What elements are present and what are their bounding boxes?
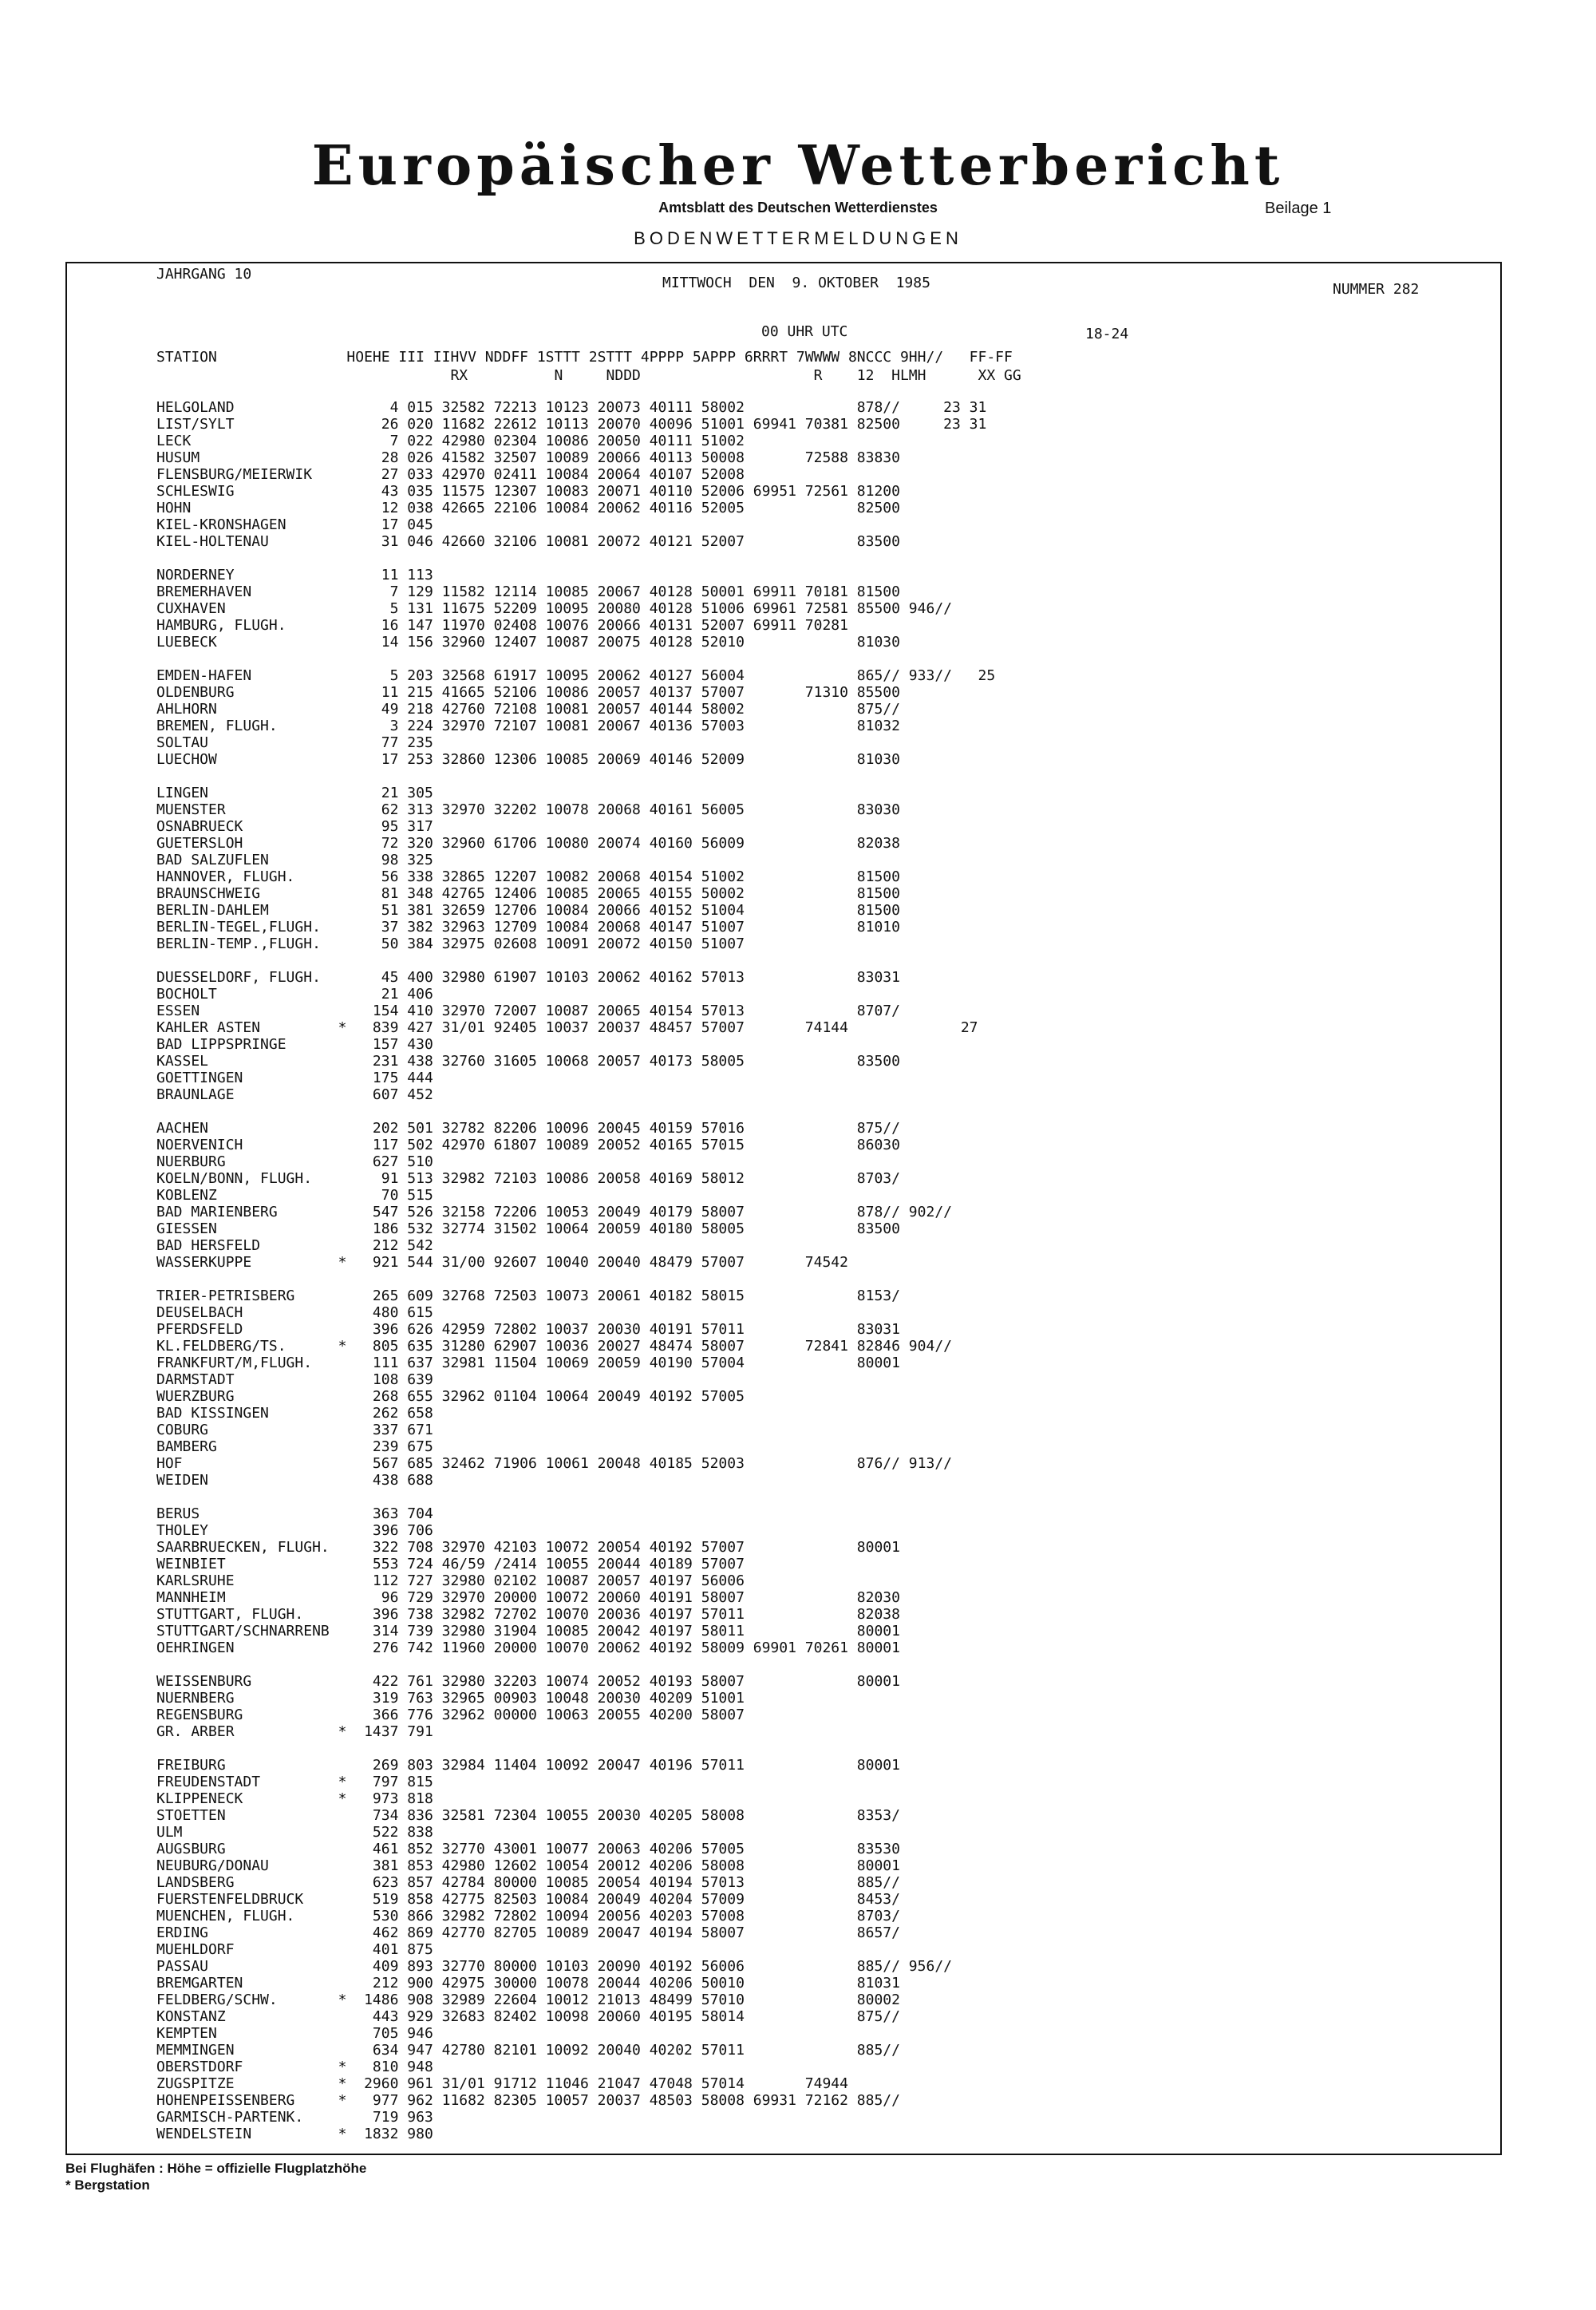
station-row: HANNOVER, FLUGH. 56 338 32865 12207 10082 20068 40154 51002 81500 [156, 868, 900, 885]
column-subheader-row: RX N NDDD R 12 HLMH XX GG [156, 367, 1021, 384]
station-row: BERLIN-TEMP.,FLUGH. 50 384 32975 02608 10091 20072 40150 51007 [156, 935, 745, 952]
station-row: KOBLENZ 70 515 [156, 1187, 433, 1204]
station-row: STOETTEN 734 836 32581 72304 10055 20030 40205 58008 8353/ [156, 1807, 900, 1824]
station-row: BAMBERG 239 675 [156, 1438, 433, 1455]
station-row: BREMGARTEN 212 900 42975 30000 10078 20044 40206 50010 81031 [156, 1975, 900, 1992]
station-row: MUENSTER 62 313 32970 32202 10078 20068 40161 56005 83030 [156, 801, 900, 818]
station-row: WUERZBURG 268 655 32962 01104 10064 20049 40192 57005 [156, 1388, 745, 1405]
footnotes [65, 2160, 366, 2193]
footnote-airports: Bei Flughäfen : Höhe = offizielle Flugplatzhöhe [65, 2161, 367, 2176]
station-row: WEISSENBURG 422 761 32980 32203 10074 20052 40193 58007 80001 [156, 1673, 900, 1690]
station-row: LUEBECK 14 156 32960 12407 10087 20075 40128 52010 81030 [156, 634, 900, 651]
station-row: KL.FELDBERG/TS. * 805 635 31280 62907 10036 20027 48474 58007 72841 82846 904// [156, 1338, 952, 1355]
jahrgang-label: JAHRGANG 10 [156, 266, 252, 283]
group-spacer [156, 952, 995, 969]
station-row: BERUS 363 704 [156, 1505, 433, 1522]
station-row: BRAUNSCHWEIG 81 348 42765 12406 10085 20065 40155 50002 81500 [156, 885, 900, 902]
station-row: BAD SALZUFLEN 98 325 [156, 852, 433, 868]
wind-period-label: 18-24 [1085, 326, 1129, 342]
station-row: KLIPPENECK * 973 818 [156, 1790, 433, 1807]
station-row: OEHRINGEN 276 742 11960 20000 10070 20062 40192 58009 69901 70261 80001 [156, 1640, 900, 1656]
station-row: AHLHORN 49 218 42760 72108 10081 20057 40144 58002 875// [156, 701, 900, 718]
station-row: GR. ARBER * 1437 791 [156, 1723, 433, 1740]
station-row: WENDELSTEIN * 1832 980 [156, 2126, 433, 2142]
station-row: WASSERKUPPE * 921 544 31/00 92607 10040 20040 48479 57007 74542 [156, 1254, 848, 1271]
observation-time: 00 UHR UTC [761, 323, 848, 340]
station-row: ZUGSPITZE * 2960 961 31/01 91712 11046 21047 47048 57014 74944 [156, 2075, 848, 2092]
station-row: NORDERNEY 11 113 [156, 567, 433, 583]
station-row: KOELN/BONN, FLUGH. 91 513 32982 72103 10086 20058 40169 58012 8703/ [156, 1170, 900, 1187]
group-spacer [156, 768, 995, 785]
station-row: ERDING 462 869 42770 82705 10089 20047 40194 58007 8657/ [156, 1924, 900, 1941]
station-row: PASSAU 409 893 32770 80000 10103 20090 40192 56006 885// 956// [156, 1958, 952, 1975]
column-header-row: STATION HOEHE III IIHVV NDDFF 1STTT 2STTT 4PPPP 5APPP 6RRRT 7WWWW 8NCCC 9HH// FF-FF [156, 349, 1013, 366]
station-row: COBURG 337 671 [156, 1422, 433, 1438]
report-date: MITTWOCH DEN 9. OKTOBER 1985 [662, 275, 930, 291]
station-row: AUGSBURG 461 852 32770 43001 10077 20063 40206 57005 83530 [156, 1841, 900, 1857]
station-row: OBERSTDORF * 810 948 [156, 2059, 433, 2075]
station-row: BREMERHAVEN 7 129 11582 12114 10085 20067 40128 50001 69911 70181 81500 [156, 583, 900, 600]
station-row: LUECHOW 17 253 32860 12306 10085 20069 40146 52009 81030 [156, 751, 900, 768]
page-title: Europäischer Wetterbericht [311, 134, 1285, 198]
station-row: SCHLESWIG 43 035 11575 12307 10083 20071 40110 52006 69951 72561 81200 [156, 483, 900, 500]
station-row: SAARBRUECKEN, FLUGH. 322 708 32970 42103 10072 20054 40192 57007 80001 [156, 1539, 900, 1556]
station-row: WEINBIET 553 724 46/59 /2414 10055 20044 40189 57007 [156, 1556, 745, 1572]
station-row: MUEHLDORF 401 875 [156, 1941, 433, 1958]
station-row: BREMEN, FLUGH. 3 224 32970 72107 10081 20067 40136 57003 81032 [156, 718, 900, 734]
station-row: HOHENPEISSENBERG * 977 962 11682 82305 10057 20037 48503 58008 69931 72162 885// [156, 2092, 900, 2109]
station-row: EMDEN-HAFEN 5 203 32568 61917 10095 20062 40127 56004 865// 933// 25 [156, 667, 996, 684]
station-row: DARMSTADT 108 639 [156, 1371, 433, 1388]
station-row: DEUSELBACH 480 615 [156, 1304, 433, 1321]
station-row: GOETTINGEN 175 444 [156, 1070, 433, 1086]
station-row: KAHLER ASTEN * 839 427 31/01 92405 10037 20037 48457 57007 74144 27 [156, 1019, 978, 1036]
station-row: LINGEN 21 305 [156, 785, 433, 801]
group-spacer [156, 1489, 995, 1505]
group-spacer [156, 1103, 995, 1120]
station-row: AACHEN 202 501 32782 82206 10096 20045 40159 57016 875// [156, 1120, 900, 1137]
station-row: GIESSEN 186 532 32774 31502 10064 20059 40180 58005 83500 [156, 1220, 900, 1237]
station-row: GARMISCH-PARTENK. 719 963 [156, 2109, 433, 2126]
station-row: FREIBURG 269 803 32984 11404 10092 20047 40196 57011 80001 [156, 1757, 900, 1774]
station-row: MANNHEIM 96 729 32970 20000 10072 20060 40191 58007 82030 [156, 1589, 900, 1606]
station-row: BERLIN-TEGEL,FLUGH. 37 382 32963 12709 10084 20068 40147 51007 81010 [156, 919, 900, 935]
station-row: MUENCHEN, FLUGH. 530 866 32982 72802 10094 20056 40203 57008 8703/ [156, 1908, 900, 1924]
station-row: HOHN 12 038 42665 22106 10084 20062 40116 52005 82500 [156, 500, 900, 516]
group-spacer [156, 651, 995, 667]
group-spacer [156, 1740, 995, 1757]
station-row: BOCHOLT 21 406 [156, 986, 433, 1003]
station-row: STUTTGART/SCHNARRENB 314 739 32980 31904 10085 20042 40197 58011 80001 [156, 1623, 900, 1640]
station-row: FUERSTENFELDBRUCK 519 858 42775 82503 10084 20049 40204 57009 8453/ [156, 1891, 900, 1908]
station-row: FELDBERG/SCHW. * 1486 908 32989 22604 10012 21013 48499 57010 80002 [156, 1992, 900, 2008]
group-spacer [156, 1271, 995, 1288]
station-row: NOERVENICH 117 502 42970 61807 10089 20052 40165 57015 86030 [156, 1137, 900, 1153]
station-row: ESSEN 154 410 32970 72007 10087 20065 40154 57013 8707/ [156, 1003, 900, 1019]
publisher-subtitle: Amtsblatt des Deutschen Wetterdienstes [658, 200, 938, 216]
station-row: HELGOLAND 4 015 32582 72213 10123 20073 40111 58002 878// 23 31 [156, 399, 987, 416]
station-row: ULM 522 838 [156, 1824, 433, 1841]
station-row: HAMBURG, FLUGH. 16 147 11970 02408 10076 20066 40131 52007 69911 70281 [156, 617, 848, 634]
station-row: FLENSBURG/MEIERWIK 27 033 42970 02411 10084 20064 40107 52008 [156, 466, 745, 483]
station-row: TRIER-PETRISBERG 265 609 32768 72503 10073 20061 40182 58015 8153/ [156, 1288, 900, 1304]
station-row: GUETERSLOH 72 320 32960 61706 10080 20074 40160 56009 82038 [156, 835, 900, 852]
station-row: PFERDSFELD 396 626 42959 72802 10037 20030 40191 57011 83031 [156, 1321, 900, 1338]
station-row: CUXHAVEN 5 131 11675 52209 10095 20080 40128 51006 69961 72581 85500 946// [156, 600, 952, 617]
group-spacer [156, 1656, 995, 1673]
section-heading: BODENWETTERMELDUNGEN [634, 228, 962, 248]
station-row: SOLTAU 77 235 [156, 734, 433, 751]
station-row: FRANKFURT/M,FLUGH. 111 637 32981 11504 10069 20059 40190 57004 80001 [156, 1355, 900, 1371]
station-row: LECK 7 022 42980 02304 10086 20050 40111 51002 [156, 433, 745, 449]
station-row: KIEL-HOLTENAU 31 046 42660 32106 10081 20072 40121 52007 83500 [156, 533, 900, 550]
station-table [156, 399, 995, 2142]
station-row: KIEL-KRONSHAGEN 17 045 [156, 516, 433, 533]
group-spacer [156, 550, 995, 567]
station-row: DUESSELDORF, FLUGH. 45 400 32980 61907 10103 20062 40162 57013 83031 [156, 969, 900, 986]
station-row: KONSTANZ 443 929 32683 82402 10098 20060 40195 58014 875// [156, 2008, 900, 2025]
station-row: BAD MARIENBERG 547 526 32158 72206 10053 20049 40179 58007 878// 902// [156, 1204, 952, 1220]
station-row: NUERNBERG 319 763 32965 00903 10048 20030 40209 51001 [156, 1690, 745, 1707]
station-row: STUTTGART, FLUGH. 396 738 32982 72702 10070 20036 40197 57011 82038 [156, 1606, 900, 1623]
issue-number: NUMMER 282 [1333, 281, 1420, 298]
station-row: BAD HERSFELD 212 542 [156, 1237, 433, 1254]
station-row: LIST/SYLT 26 020 11682 22612 10113 20070 40096 51001 69941 70381 82500 23 31 [156, 416, 987, 433]
beilage-label: Beilage 1 [1265, 200, 1332, 217]
station-row: OLDENBURG 11 215 41665 52106 10086 20057 40137 57007 71310 85500 [156, 684, 900, 701]
station-row: FREUDENSTADT * 797 815 [156, 1774, 433, 1790]
station-row: KARLSRUHE 112 727 32980 02102 10087 20057 40197 56006 [156, 1572, 745, 1589]
station-row: BAD KISSINGEN 262 658 [156, 1405, 433, 1422]
station-row: MEMMINGEN 634 947 42780 82101 10092 20040 40202 57011 885// [156, 2042, 900, 2059]
station-row: HOF 567 685 32462 71906 10061 20048 40185 52003 876// 913// [156, 1455, 952, 1472]
station-row: HUSUM 28 026 41582 32507 10089 20066 40113 50008 72588 83830 [156, 449, 900, 466]
station-row: KEMPTEN 705 946 [156, 2025, 433, 2042]
station-row: BERLIN-DAHLEM 51 381 32659 12706 10084 20066 40152 51004 81500 [156, 902, 900, 919]
station-row: WEIDEN 438 688 [156, 1472, 433, 1489]
station-row: NEUBURG/DONAU 381 853 42980 12602 10054 20012 40206 58008 80001 [156, 1857, 900, 1874]
station-row: OSNABRUECK 95 317 [156, 818, 433, 835]
station-row: BAD LIPPSPRINGE 157 430 [156, 1036, 433, 1053]
footnote-mountain-station: * Bergstation [65, 2177, 150, 2193]
station-row: NUERBURG 627 510 [156, 1153, 433, 1170]
station-row: REGENSBURG 366 776 32962 00000 10063 20055 40200 58007 [156, 1707, 745, 1723]
station-row: LANDSBERG 623 857 42784 80000 10085 20054 40194 57013 885// [156, 1874, 900, 1891]
station-row: KASSEL 231 438 32760 31605 10068 20057 40173 58005 83500 [156, 1053, 900, 1070]
station-row: THOLEY 396 706 [156, 1522, 433, 1539]
station-row: BRAUNLAGE 607 452 [156, 1086, 433, 1103]
